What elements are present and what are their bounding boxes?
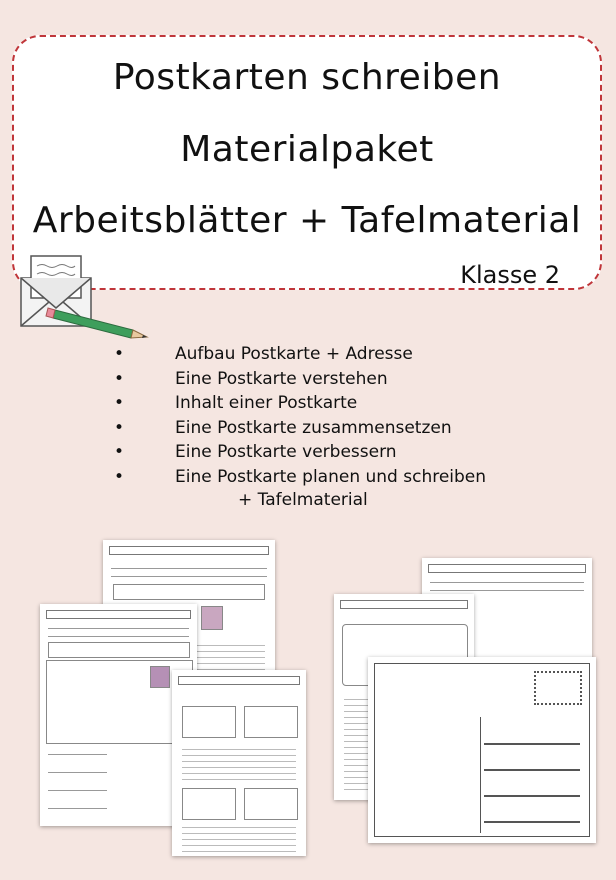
feature-extra: + Tafelmaterial [238, 490, 368, 510]
feature-item: • Aufbau Postkarte + Adresse [114, 344, 413, 364]
envelope-icon [15, 250, 155, 345]
feature-item: • Inhalt einer Postkarte [114, 393, 358, 413]
feature-item: • Eine Postkarte zusammensetzen [114, 417, 452, 438]
title-line-3: Arbeitsblätter + Tafelmaterial [32, 200, 582, 241]
worksheet-preview-content [172, 670, 306, 856]
grade-label: Klasse 2 [460, 261, 560, 289]
worksheet-preview-postcard-template [368, 657, 596, 843]
feature-item: • Eine Postkarte verbessern [114, 442, 397, 462]
feature-list [100, 342, 580, 489]
title-line-1: Postkarten schreiben [112, 57, 502, 98]
feature-item: • Eine Postkarte planen und schreiben [114, 466, 487, 487]
title-line-2: Materialpaket [180, 129, 434, 170]
feature-item: • Eine Postkarte verstehen [114, 368, 388, 389]
